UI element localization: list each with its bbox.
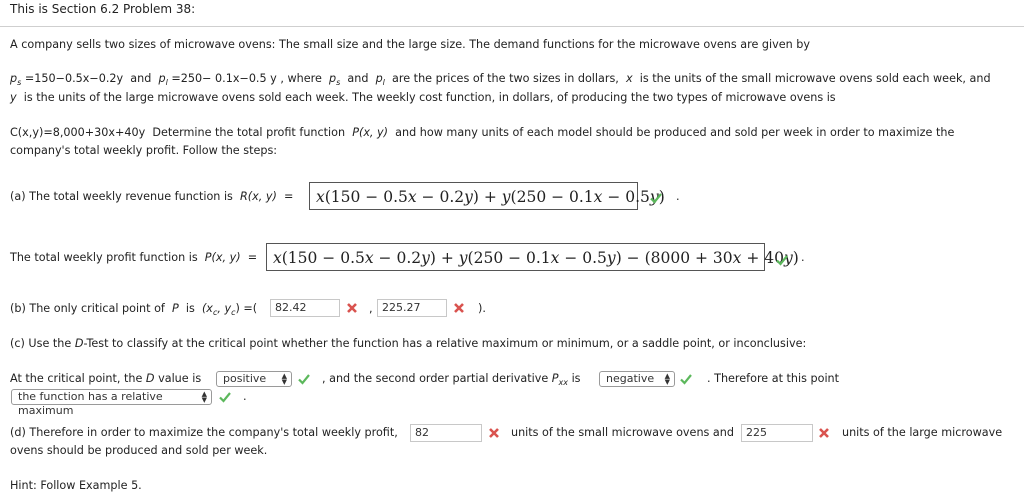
math-token: y — [421, 249, 430, 267]
select-arrows-icon: ▲ ▼ — [664, 372, 670, 386]
part-c-dot: . — [243, 390, 247, 403]
math-token: x — [593, 188, 603, 206]
revenue-answer-field[interactable] — [309, 182, 665, 210]
math-token: − 0.5 — [602, 188, 650, 206]
math-token: x — [732, 249, 742, 267]
check-icon — [649, 191, 663, 205]
math-token: ) − (8000 + 30 — [615, 249, 733, 267]
profit-dot: . — [801, 251, 805, 264]
math-token: ) + — [429, 249, 459, 267]
yc-input[interactable]: 225.27 — [377, 299, 447, 317]
math-token: + 40 — [741, 249, 784, 267]
header-divider — [0, 26, 1024, 27]
select-arrows-icon: ▲ ▼ — [201, 390, 207, 404]
math-token: y — [783, 249, 793, 267]
xc-input[interactable]: 82.42 — [270, 299, 340, 317]
math-token: ) — [658, 188, 665, 206]
hint: Hint: Follow Example 5. — [10, 479, 142, 492]
comma: , — [369, 302, 373, 315]
math-token: − 0.2 — [416, 188, 465, 206]
part-d-middle: units of the small microwave ovens and — [511, 426, 734, 439]
demand-line-2: y is the units of the large microwave ovens sold each week. The weekly cost function, in dollars, of producing the two types of microwave ovens is — [10, 91, 836, 104]
cross-icon — [487, 426, 501, 440]
pxx-select[interactable]: negative ▲ ▼ — [599, 371, 675, 387]
math-token: x — [407, 188, 417, 206]
profit-answer-field[interactable] — [266, 243, 799, 271]
demand-line-1: $p_s =150-0.5x-0.2y$ and $p_l =250- 0.1x-0.5$ y , where $p_s$ and $p_l$ are the prices of the two sizes in dollars, x is the units of the small microwave ovens sold each week, and — [10, 72, 991, 88]
part-c-therefore: . Therefore at this point — [707, 372, 840, 385]
cross-icon — [817, 426, 831, 440]
cross-icon — [452, 301, 466, 315]
part-c-second: , and the second order partial derivative $P_{xx}$ is — [322, 372, 581, 388]
profit-label: The total weekly profit function is P(x, y) = — [10, 251, 258, 264]
part-a-label: (a) The total weekly revenue function is R(x, y) = — [10, 190, 294, 203]
cross-icon — [345, 301, 359, 315]
section-header: This is Section 6.2 Problem 38: — [10, 2, 196, 16]
d-value-select[interactable]: positive ▲ ▼ — [216, 371, 292, 387]
part-a-dot: . — [676, 190, 680, 203]
part-b-label: (b) The only critical point of P is ($x_c$, $y_c$) =( — [10, 302, 258, 318]
math-token: y — [501, 188, 511, 206]
large-units-input[interactable]: 225 — [741, 424, 813, 442]
cost-line-1: C(x,y)=8,000+30x+40y Determine the total profit function P(x, y) and how many units of each model should be produced and sold per week in order to maximize the — [10, 126, 955, 139]
cost-line-2: company's total weekly profit. Follow the steps: — [10, 144, 278, 157]
math-token: y — [649, 188, 659, 206]
math-token: x — [550, 249, 560, 267]
math-token: y — [606, 249, 616, 267]
math-token: ) + — [472, 188, 502, 206]
check-icon — [218, 390, 232, 404]
part-d-line-1: (d) Therefore in order to maximize the company's total weekly profit, — [10, 426, 398, 439]
conclusion-select[interactable]: the function has a relative maximum ▲ ▼ — [11, 389, 212, 405]
check-icon — [775, 253, 789, 267]
part-d-line-2: ovens should be produced and sold per week. — [10, 444, 268, 457]
check-icon — [297, 372, 311, 386]
check-icon — [679, 372, 693, 386]
part-c-instructions: (c) Use the D-Test to classify at the critical point whether the function has a relative maximum or minimum, or a saddle point, or inconclusive: — [10, 337, 807, 350]
math-token: y — [464, 188, 473, 206]
part-b-close: ). — [478, 302, 486, 315]
part-c-line-1: At the critical point, the D value is — [10, 372, 202, 385]
small-units-input[interactable]: 82 — [410, 424, 482, 442]
select-arrows-icon: ▲ ▼ — [281, 372, 287, 386]
math-token: (250 − 0.1 — [467, 249, 551, 267]
math-token: x — [364, 249, 374, 267]
math-token: − 0.5 — [559, 249, 607, 267]
math-token: − 0.2 — [373, 249, 422, 267]
math-token: (150 − 0.5 — [324, 188, 408, 206]
math-token: y — [458, 249, 468, 267]
math-token: (150 − 0.5 — [281, 249, 365, 267]
math-token: x — [316, 188, 325, 206]
math-token: ) — [792, 249, 799, 267]
math-token: (250 − 0.1 — [510, 188, 594, 206]
problem-intro: A company sells two sizes of microwave ovens: The small size and the large size. The demand functions for the microwave ovens are given by — [10, 38, 810, 51]
math-token: x — [273, 249, 282, 267]
part-d-end: units of the large microwave — [842, 426, 1003, 439]
